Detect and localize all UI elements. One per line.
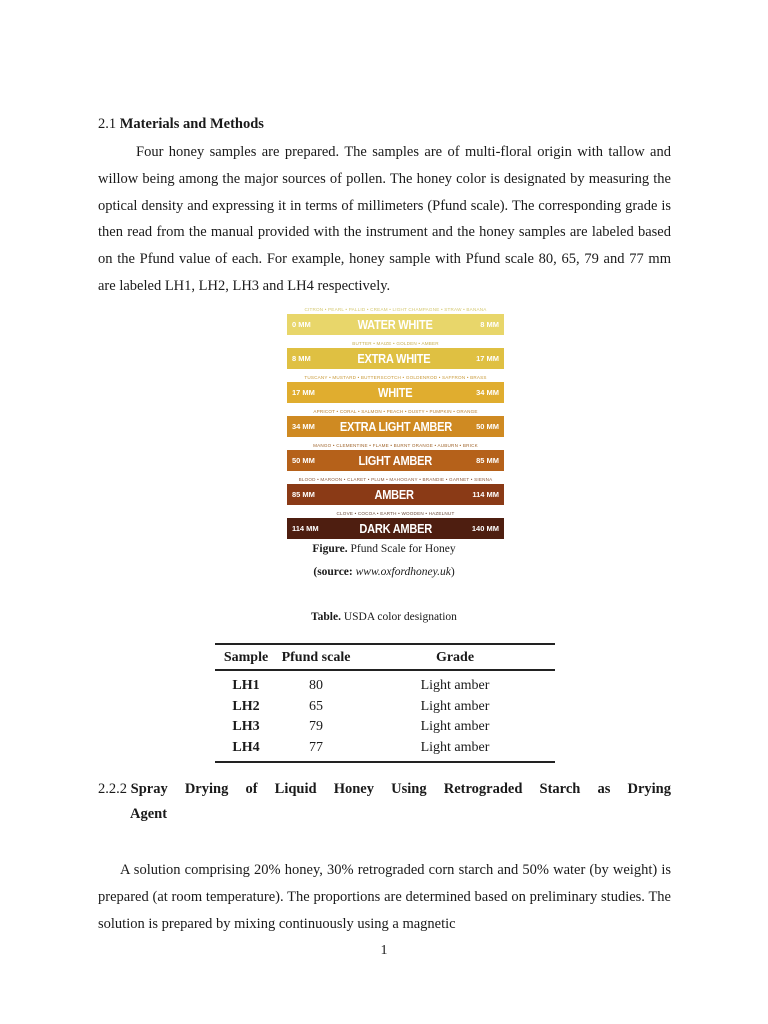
pfund-band-grade: EXTRA WHITE [356, 351, 430, 366]
cell-sample: LH3 [232, 719, 260, 735]
section2-title-word: Liquid [274, 781, 317, 797]
pfund-band-max: 114 MM [472, 490, 499, 499]
pfund-band-grade: LIGHT AMBER [358, 453, 433, 468]
figure-caption [0, 543, 768, 555]
header-grade: Grade [435, 650, 475, 665]
pfund-band-shades: APRICOT • CORAL • SALMON • PEACH • DUSTY • PUMPKIN • ORANGE [313, 409, 478, 414]
figure-source: (source: www.oxfordhoney.uk) [313, 566, 455, 578]
pfund-band-max: 50 MM [476, 422, 499, 431]
pfund-band-max: 8 MM [480, 320, 499, 329]
pfund-band-shades: BUTTER • MAIZE • GOLDEN • AMBER [352, 341, 439, 346]
table-caption [0, 611, 768, 623]
pfund-band-bar [287, 314, 504, 335]
pfund-band-shades: TUSCANY • MUSTARD • BUTTERSCOTCH • GOLDENROD • SAFFRON • BRASS [304, 375, 487, 380]
pfund-scale-figure [287, 306, 504, 544]
section-heading-line1 [98, 781, 671, 798]
table-caption-text: USDA color designation [340, 611, 457, 623]
pfund-band-grade: WHITE [378, 385, 413, 400]
cell-sample: LH4 [232, 739, 260, 755]
table-header-row [215, 644, 555, 670]
pfund-band-min: 8 MM [292, 354, 311, 363]
pfund-band-min: 34 MM [292, 422, 315, 431]
pfund-band-shades: CLOVE • COCOA • EARTH • WOODEN • HAZELNUT [336, 511, 455, 516]
section-heading-line2: Agent [130, 806, 168, 822]
section2-title-word: as [597, 781, 611, 797]
section-title: Materials and Methods [119, 116, 264, 132]
cell-sample: LH1 [232, 678, 260, 694]
pfund-band-grade: AMBER [373, 487, 414, 502]
pfund-band-min: 50 MM [292, 456, 315, 465]
pfund-band-bar [287, 484, 504, 505]
pfund-band-max: 17 MM [476, 354, 499, 363]
usda-color-table [215, 643, 555, 763]
pfund-band-max: 140 MM [471, 524, 499, 533]
section2-title-word: Retrograded [443, 781, 523, 797]
section2-number: 2.2.2 [98, 781, 127, 797]
pfund-band-grade: WATER WHITE [358, 317, 433, 332]
pfund-band [287, 442, 504, 476]
pfund-band [287, 340, 504, 374]
pfund-band-shades: MANGO • CLEMENTINE • FLAME • BURNT ORANGE • AUBURN • BRICK [313, 443, 478, 448]
pfund-band-shades: BLOOD • MAROON • CLARET • PLUM • MAHOGANY • BRANDIE • GARNET • SIENNA [298, 477, 493, 482]
figure-source-url: www.oxfordhoney.uk [355, 566, 451, 578]
cell-grade: Light amber [420, 678, 490, 694]
table-row [215, 697, 555, 718]
cell-grade: Light amber [420, 719, 490, 735]
pfund-band-max: 34 MM [476, 388, 499, 397]
pfund-band [287, 374, 504, 408]
section-heading [98, 116, 264, 133]
pfund-band-shades: CITRON • PEARL • PALLID • CREAM • LIGHT CHAMPAGNE • STRAW • BANANA [304, 307, 487, 312]
figure-caption-label: Figure. [312, 543, 348, 555]
header-sample: Sample [223, 650, 269, 665]
pfund-band-min: 0 MM [292, 320, 311, 329]
cell-grade: Light amber [420, 698, 490, 714]
page-number: 1 [380, 943, 388, 958]
pfund-band [287, 408, 504, 442]
pfund-band [287, 306, 504, 340]
pfund-band [287, 476, 504, 510]
pfund-band-grade: DARK AMBER [359, 521, 432, 536]
section2-title-start [98, 781, 168, 798]
cell-grade: Light amber [420, 739, 490, 755]
header-pfund-scale: Pfund scale [281, 650, 351, 665]
figure-source-label: source: [317, 566, 353, 578]
section2-title-word: Spray [130, 781, 168, 797]
pfund-band-bar [287, 518, 504, 539]
table-row [215, 717, 555, 738]
section-spray-drying-heading [98, 781, 671, 823]
section2-title-word: of [245, 781, 258, 797]
cell-pfund: 65 [309, 698, 323, 714]
pfund-band-min: 17 MM [292, 388, 315, 397]
section-number: 2.1 [98, 116, 117, 132]
paragraph-materials: Four honey samples are prepared. The samples are of multi-floral origin with tallow and willow being among the major sources of pollen. The honey color is designated by measuring the optical density and expressing it in terms of millimeters (Pfund scale). The corresponding grade is then read from the manual provided with the instrument and the honey samples are labeled based on the Pfund value of each. For example, honey sample with Pfund scale 80, 65, 79 and 77 mm are labeled LH1, LH2, LH3 and LH4 respectively. [98, 144, 671, 294]
pfund-band-bar [287, 348, 504, 369]
pfund-band [287, 510, 504, 544]
pfund-band-bar [287, 382, 504, 403]
cell-pfund: 80 [309, 678, 323, 694]
section2-title-word: Honey [333, 781, 374, 797]
table-caption-label: Table. [311, 611, 341, 623]
table-row [215, 670, 555, 697]
cell-pfund: 79 [309, 719, 323, 735]
cell-pfund: 77 [309, 739, 323, 755]
pfund-band-grade: EXTRA LIGHT AMBER [339, 419, 452, 434]
pfund-band-min: 85 MM [292, 490, 315, 499]
section2-title-word: Starch [539, 781, 581, 797]
section2-title-word: Drying [184, 781, 229, 797]
pfund-band-max: 85 MM [476, 456, 499, 465]
figure-caption-text: Pfund Scale for Honey [347, 543, 456, 555]
table-row [215, 738, 555, 763]
section2-title-word: Drying [627, 781, 671, 797]
pfund-band-bar [287, 450, 504, 471]
pfund-band-min: 114 MM [292, 524, 319, 533]
section2-title-word: Using [391, 781, 427, 797]
cell-sample: LH2 [232, 698, 260, 714]
paragraph-spray-drying: A solution comprising 20% honey, 30% retrograded corn starch and 50% water (by weight) is prepared (at room temperature). The proportions are determined based on preliminary studies. The solution is prepared by mixing continuously using a magnetic [98, 862, 671, 932]
pfund-band-bar [287, 416, 504, 437]
